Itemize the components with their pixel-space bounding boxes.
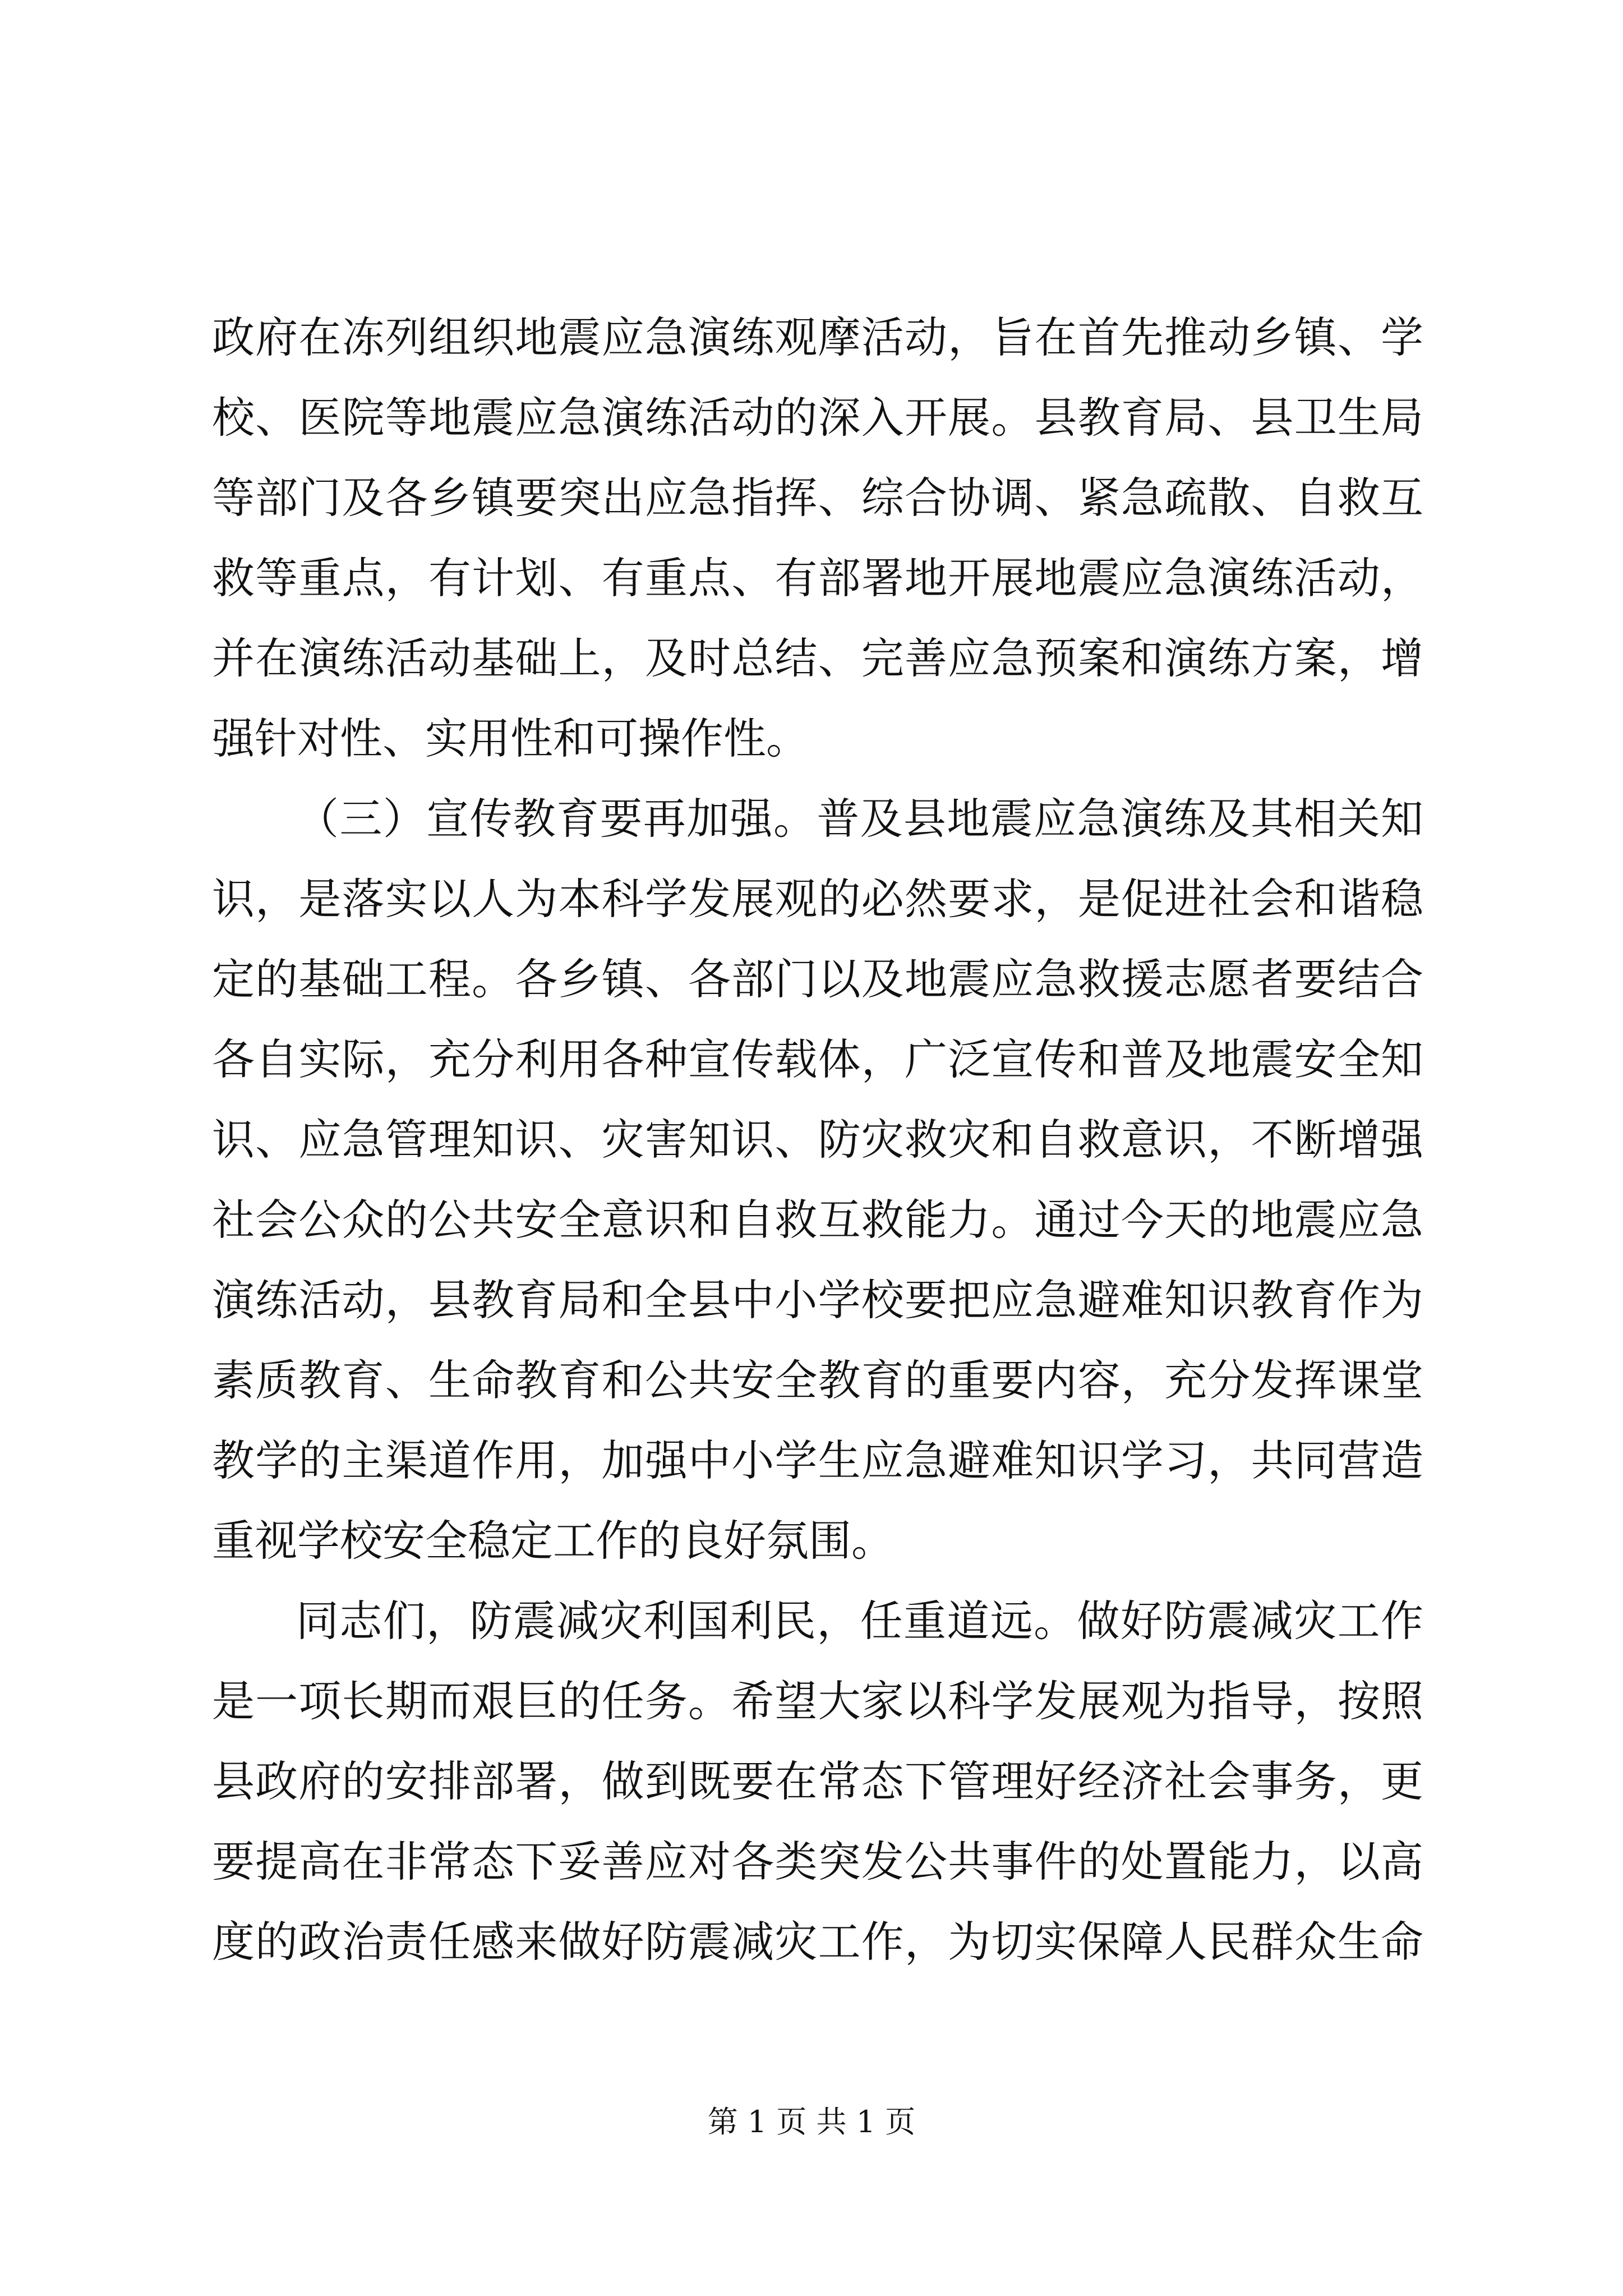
text-line: 社会公众的公共安全意识和自救互救能力。通过今天的地震应急 <box>212 1195 1423 1245</box>
text-line: 识，是落实以人为本科学发展观的必然要求，是促进社会和谐稳 <box>212 874 1423 924</box>
text-line: 县政府的安排部署，做到既要在常态下管理好经济社会事务，更 <box>212 1756 1423 1806</box>
text-line: 各自实际，充分利用各种宣传载体，广泛宣传和普及地震安全知 <box>212 1034 1423 1084</box>
text-line: 是一项长期而艰巨的任务。希望大家以科学发展观为指导，按照 <box>212 1676 1423 1726</box>
paragraph-3 <box>212 1581 1423 1982</box>
text-line: 校、医院等地震应急演练活动的深入开展。县教育局、县卫生局 <box>212 393 1423 443</box>
text-line: 素质教育、生命教育和公共安全教育的重要内容，充分发挥课堂 <box>212 1355 1423 1405</box>
text-line: 识、应急管理知识、灾害知识、防灾救灾和自救意识，不断增强 <box>212 1115 1423 1165</box>
text-line: 教学的主渠道作用，加强中小学生应急避难知识学习，共同营造 <box>212 1435 1423 1485</box>
text-line: 定的基础工程。各乡镇、各部门以及地震应急救援志愿者要结合 <box>212 954 1423 1004</box>
text-line: 强针对性、实用性和可操作性。 <box>212 714 809 763</box>
text-line: 政府在冻列组织地震应急演练观摩活动，旨在首先推动乡镇、学 <box>212 312 1423 362</box>
text-line: 要提高在非常态下妥善应对各类突发公共事件的处置能力，以高 <box>212 1837 1423 1887</box>
text-line: （三）宣传教育要再加强。普及县地震应急演练及其相关知 <box>296 794 1423 844</box>
text-line: 同志们，防震减灾利国利民，任重道远。做好防震减灾工作 <box>296 1596 1423 1646</box>
paragraph-2 <box>212 779 1423 1581</box>
text-line: 救等重点，有计划、有重点、有部署地开展地震应急演练活动， <box>212 553 1423 603</box>
document-body <box>212 297 1423 1982</box>
text-line: 等部门及各乡镇要突出应急指挥、综合协调、紧急疏散、自救互 <box>212 473 1423 523</box>
page-footer: 第 1 页 共 1 页 <box>707 2104 916 2139</box>
paragraph-1 <box>212 297 1423 779</box>
text-line: 演练活动，县教育局和全县中小学校要把应急避难知识教育作为 <box>212 1275 1423 1325</box>
text-line: 度的政治责任感来做好防震减灾工作，为切实保障人民群众生命 <box>212 1917 1423 1967</box>
text-line: 并在演练活动基础上，及时总结、完善应急预案和演练方案，增 <box>212 633 1423 683</box>
text-line: 重视学校安全稳定工作的良好氛围。 <box>212 1516 894 1566</box>
